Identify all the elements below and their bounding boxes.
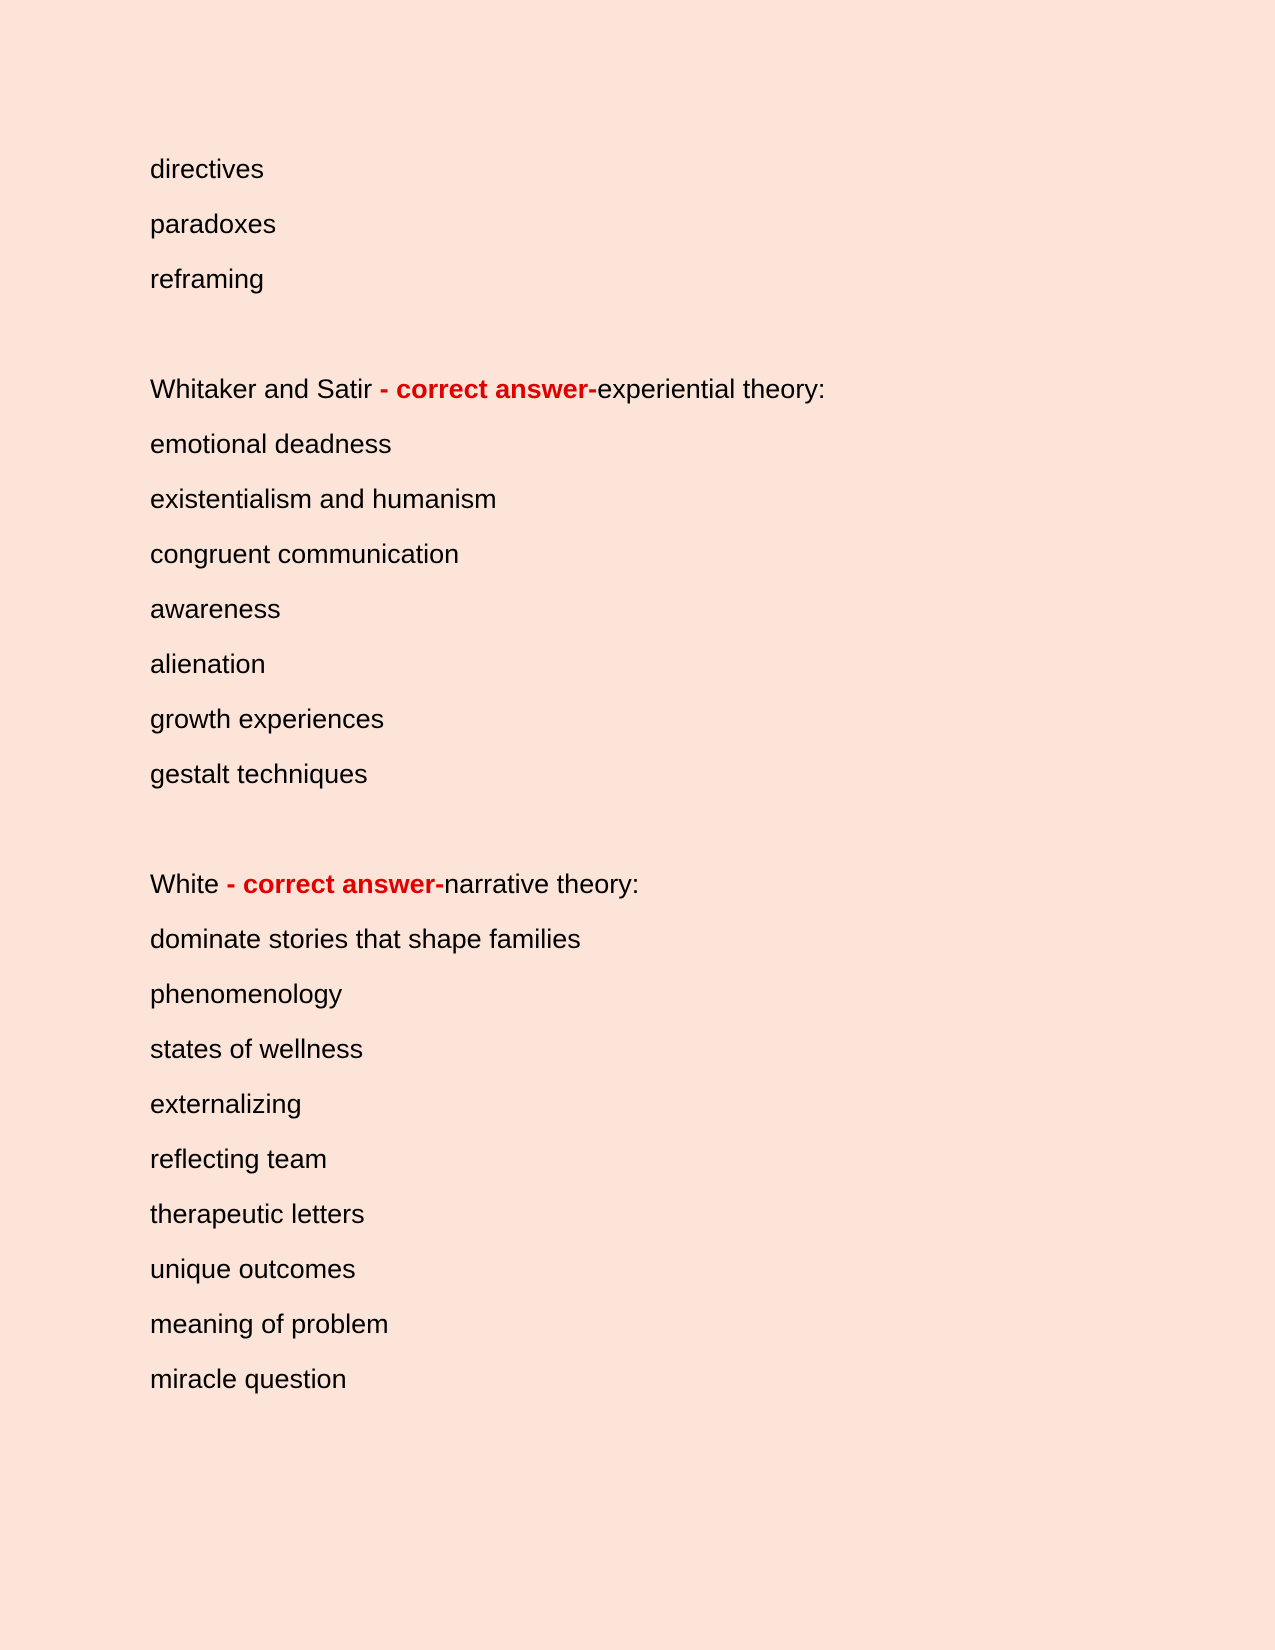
list-item: growth experiences bbox=[150, 704, 385, 734]
paragraph-gap bbox=[150, 810, 1150, 865]
list-item: reframing bbox=[150, 264, 265, 294]
list-item: externalizing bbox=[150, 1089, 302, 1119]
answer-label: - correct answer- bbox=[226, 869, 445, 899]
list-item: alienation bbox=[150, 649, 266, 679]
question-line bbox=[150, 370, 1150, 425]
answer-text: experiential theory: bbox=[597, 374, 826, 404]
list-item: congruent communication bbox=[150, 539, 460, 569]
list-item: paradoxes bbox=[150, 209, 277, 239]
list-item: meaning of problem bbox=[150, 1309, 389, 1339]
answer-label: - correct answer- bbox=[379, 374, 598, 404]
paragraph-gap bbox=[150, 315, 1150, 370]
list-item: existentialism and humanism bbox=[150, 484, 497, 514]
list-item: phenomenology bbox=[150, 979, 343, 1009]
list-item: directives bbox=[150, 154, 265, 184]
list-item: reflecting team bbox=[150, 1144, 328, 1174]
answer-text: narrative theory: bbox=[444, 869, 640, 899]
section-1 bbox=[150, 370, 1150, 810]
question-text: White bbox=[150, 869, 227, 899]
section-0 bbox=[150, 150, 1150, 315]
list-item: emotional deadness bbox=[150, 429, 392, 459]
section-2 bbox=[150, 865, 1150, 1415]
list-item: unique outcomes bbox=[150, 1254, 356, 1284]
list-item: miracle question bbox=[150, 1364, 347, 1394]
question-text: Whitaker and Satir bbox=[150, 374, 380, 404]
list-item: therapeutic letters bbox=[150, 1199, 365, 1229]
list-item: states of wellness bbox=[150, 1034, 364, 1064]
list-item: dominate stories that shape families bbox=[150, 924, 581, 954]
question-line bbox=[150, 865, 1150, 920]
list-item: gestalt techniques bbox=[150, 759, 368, 789]
list-item: awareness bbox=[150, 594, 281, 624]
document-page bbox=[150, 150, 1150, 1415]
